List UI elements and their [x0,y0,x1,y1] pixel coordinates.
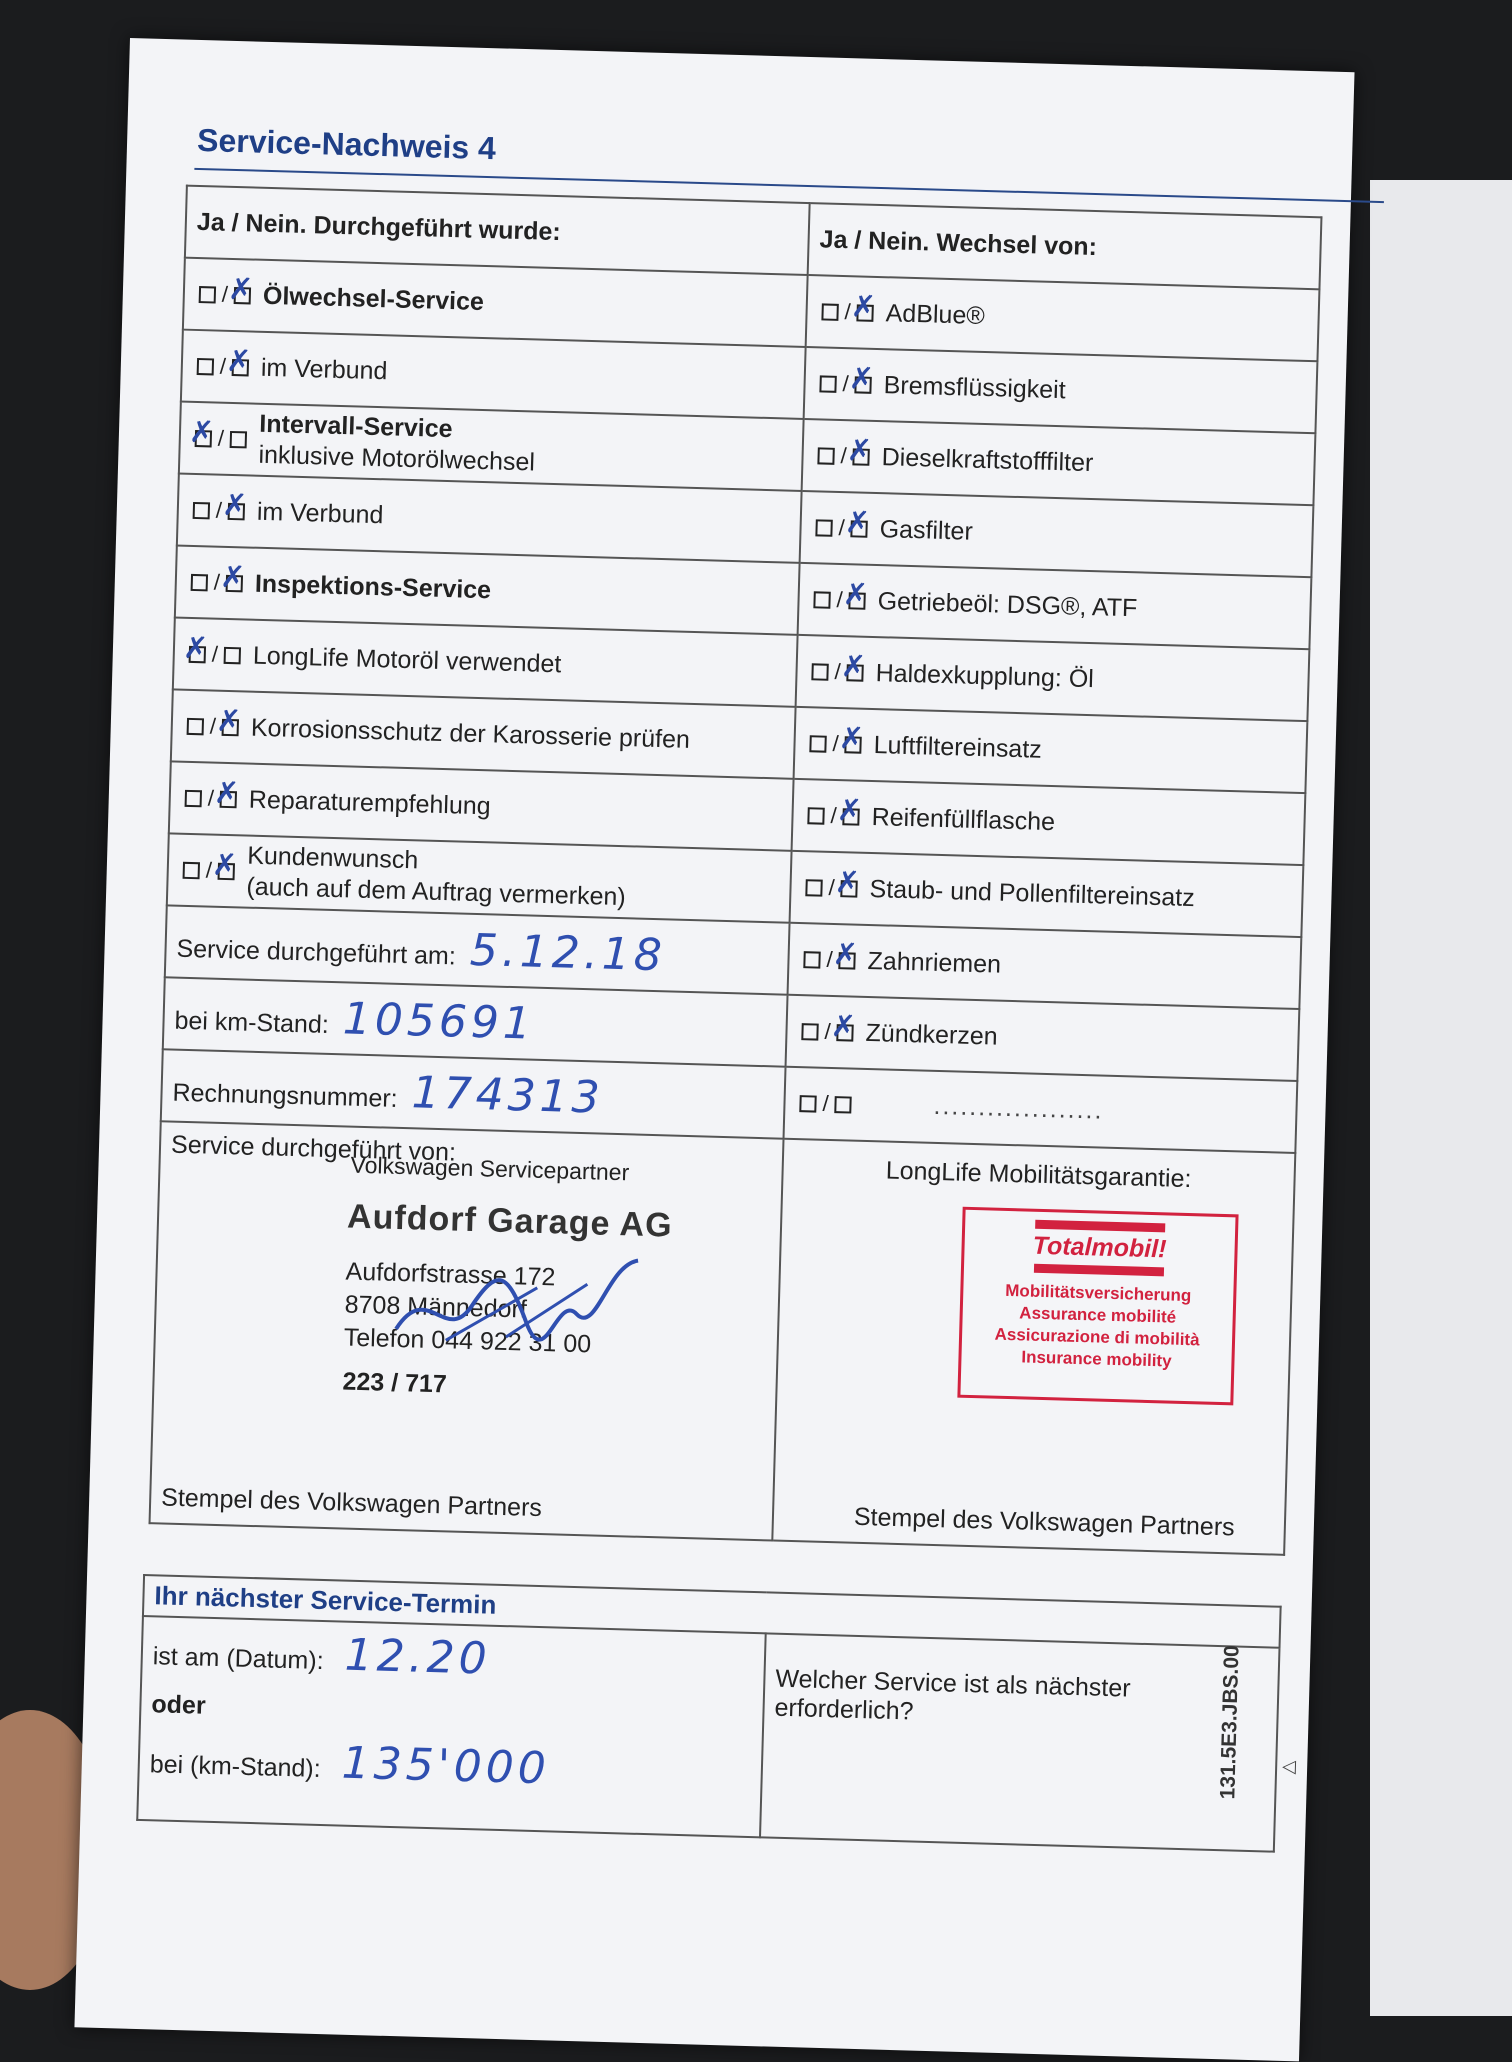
mobility-stamp-cell [772,1139,1295,1555]
stamp-line: Assicurazione di mobilità [994,1324,1200,1350]
slash-separator: / [844,299,852,325]
service-date-label: Service durchgeführt am: [176,934,457,970]
next-service-question: Welcher Service ist als nächster erforderlich? [774,1664,1131,1726]
nein-checkbox[interactable] [842,577,869,613]
ja-nein-checkbox-pair [799,936,860,974]
next-date-value: 12.20 [344,1629,492,1685]
slash-separator: / [211,641,219,667]
ja-checkbox[interactable] [811,663,828,680]
nein-checkbox[interactable] [834,1096,851,1113]
ja-checkbox[interactable] [807,807,824,824]
service-item-text [255,568,492,606]
nein-checkbox[interactable] [838,721,865,757]
ja-nein-checkbox-pair [809,577,870,614]
replacement-item-label: Zahnriemen [867,946,1002,979]
service-item-label: LongLife Motoröl verwendet [252,641,562,678]
stamp-partner-label-left: Stempel des Volkswagen Partners [160,1483,543,1523]
right-column-heading: Ja / Nein. Wechsel von: [808,203,1322,289]
slash-separator: / [219,353,227,379]
company-street: Aufdorfstrasse 172 [345,1257,556,1292]
company-name: Aufdorf Garage AG [346,1197,674,1245]
replacement-item-label: Reifenfüllflasche [871,802,1056,837]
check-mark-icon: ✗ [840,649,867,685]
servicepartner-label: Volkswagen Servicepartner [350,1151,630,1186]
replacement-item-label: Haldexkupplung: Öl [875,659,1095,694]
service-item-label: Ölwechsel-Service [262,281,485,316]
nein-checkbox[interactable] [221,487,248,523]
ja-nein-checkbox-pair [797,1008,858,1046]
ja-nein-checkbox-pair [813,433,874,470]
service-booklet-page [74,38,1354,2061]
service-table [149,185,1323,1556]
ja-nein-checkbox-pair [815,361,876,398]
ja-checkbox[interactable] [193,501,210,518]
next-date-label: ist am (Datum): [152,1642,325,1676]
ja-checkbox[interactable] [803,951,820,968]
next-km-label: bei (km-Stand): [149,1750,322,1783]
ja-nein-checkbox-pair [178,847,239,884]
service-item-text [246,841,627,914]
nein-checkbox[interactable] [213,775,240,811]
slash-separator: / [824,1019,831,1045]
ja-checkbox[interactable] [187,717,204,734]
service-item-label: im Verbund [256,497,384,529]
service-item-label: Inspektions-Service [254,569,492,604]
ja-nein-checkbox-pair [811,505,872,542]
stamp-brand: Totalmobil! [1032,1231,1167,1264]
service-rows [161,258,1320,1153]
ja-checkbox[interactable] [821,303,838,320]
dealer-stamp-cell [150,1121,784,1540]
service-item-text [252,640,561,680]
replacement-item-label [863,1091,864,1119]
ja-checkbox[interactable] [182,630,209,666]
slash-separator: / [209,713,217,739]
service-item-text [248,784,491,822]
nein-checkbox[interactable] [830,1008,857,1045]
service-item-label: Kundenwunsch [246,841,419,875]
company-city: 8708 Männedorf [344,1290,528,1324]
ja-nein-checkbox-pair [188,414,252,452]
check-mark-icon: ✗ [225,343,252,380]
ja-nein-checkbox-pair [180,775,241,812]
replacement-item-label: Zündkerzen [865,1018,999,1051]
check-mark-icon: ✗ [182,630,209,666]
left-column-heading: Ja / Nein. Durchgeführt wurde: [185,186,810,275]
slash-separator: / [836,587,844,613]
service-item-sublabel: inklusive Motorölwechsel [258,440,536,477]
replacement-item-label: Dieselkraftstofffilter [881,443,1094,477]
check-mark-icon: ✗ [834,864,861,901]
stamp-line: Mobilitätsversicherung [1005,1280,1192,1306]
ja-checkbox[interactable] [817,447,834,464]
stamp-line: Assurance mobilité [1019,1303,1177,1327]
ja-checkbox[interactable] [199,286,216,303]
replacement-item-label: Luftfiltereinsatz [873,730,1043,764]
check-mark-icon: ✗ [211,847,238,883]
service-item-label: Reparaturempfehlung [248,785,492,820]
nein-checkbox[interactable] [844,505,871,541]
nein-checkbox[interactable] [836,792,863,829]
longlife-guarantee-label: LongLife Mobilitätsgarantie: [885,1156,1192,1194]
slash-separator: / [826,947,834,973]
stamp-bar [1034,1264,1164,1277]
stamp-bar [1035,1220,1165,1233]
replacement-item-label: Gasfilter [879,515,974,546]
replacement-item-label: Getriebeöl: DSG®, ATF [877,587,1138,623]
check-mark-icon: ✗ [842,577,869,613]
ja-nein-checkbox-pair [182,630,245,668]
slash-separator: / [842,371,850,397]
nein-checkbox[interactable] [224,646,241,663]
ja-nein-checkbox-pair [805,721,866,758]
check-mark-icon: ✗ [227,271,254,308]
slash-separator: / [207,785,215,811]
service-item-text [263,280,485,317]
check-mark-icon: ✗ [838,721,865,757]
km-stand-value: 105691 [342,992,536,1050]
check-mark-icon: ✗ [830,1008,857,1045]
totalmobil-stamp [957,1207,1238,1406]
ja-checkbox[interactable] [191,573,208,590]
check-mark-icon: ✗ [848,361,875,397]
company-number: 223 / 717 [342,1367,448,1399]
service-item-text [250,712,690,755]
replacement-item-label: Bremsflüssigkeit [883,371,1067,405]
nein-checkbox[interactable] [848,361,875,397]
ja-checkbox[interactable] [809,735,826,752]
ja-checkbox[interactable] [815,519,832,536]
nein-checkbox[interactable] [215,703,242,739]
ja-checkbox[interactable] [813,591,830,608]
nein-checkbox[interactable] [219,559,246,595]
slash-separator: / [830,803,838,829]
nein-checkbox[interactable] [832,936,859,973]
company-phone: Telefon 044 922 31 00 [343,1323,592,1359]
service-item-text [261,352,388,387]
invoice-number-value: 174313 [411,1066,605,1124]
ja-checkbox[interactable] [185,789,202,806]
slash-separator: / [215,497,223,523]
ja-checkbox[interactable] [799,1095,816,1112]
slash-separator: / [832,731,840,757]
nein-checkbox[interactable] [225,343,252,380]
next-service-left [137,1616,765,1837]
check-mark-icon: ✗ [213,775,240,811]
ja-checkbox[interactable] [183,861,200,878]
slash-separator: / [217,425,225,451]
next-service-right [760,1633,1279,1851]
service-item-text [257,496,384,531]
km-stand-label: bei km-Stand: [174,1006,330,1039]
service-by-label: Service durchgeführt von: [170,1130,457,1167]
service-item-text [258,409,536,479]
ja-nein-checkbox-pair [193,343,254,380]
next-service-table [136,1574,1281,1853]
nein-checkbox[interactable] [211,847,238,883]
check-mark-icon: ✗ [836,792,863,829]
ja-nein-checkbox-pair [188,487,249,524]
check-mark-icon: ✗ [832,936,859,973]
nein-checkbox[interactable] [227,271,254,308]
check-mark-icon: ✗ [215,703,242,739]
ja-nein-checkbox-pair [817,289,878,326]
stamp-line: Insurance mobility [1021,1347,1172,1371]
slash-separator: / [838,515,846,541]
nein-checkbox[interactable] [840,649,867,685]
service-item-label: im Verbund [260,353,388,385]
slash-separator: / [221,281,229,307]
next-service-title: Ihr nächster Service-Termin [154,1580,497,1620]
check-mark-icon: ✗ [850,289,877,325]
ja-nein-checkbox-pair [195,271,256,309]
next-km-value: 135'000 [341,1737,551,1795]
ja-nein-checkbox-pair [803,792,864,830]
blank-entry-line: ................... [933,1091,1104,1125]
handwritten-signature [385,1249,648,1366]
ja-nein-checkbox-pair [182,703,243,740]
invoice-number-label: Rechnungsnummer: [172,1078,399,1113]
nein-checkbox[interactable] [834,864,861,901]
ja-nein-checkbox-pair [807,649,868,686]
check-mark-icon: ✗ [844,505,871,541]
nein-checkbox[interactable] [230,430,247,447]
ja-checkbox[interactable] [801,1023,818,1040]
or-label: oder [151,1690,207,1720]
ja-checkbox[interactable] [805,879,822,896]
ja-nein-checkbox-pair [186,559,247,596]
page-title: Service-Nachweis 4 [196,121,497,167]
nein-checkbox[interactable] [846,433,873,469]
check-mark-icon: ✗ [846,433,873,469]
ja-checkbox[interactable] [197,357,214,374]
document-code: 131.5E3.JBS.00 [1216,1644,1244,1800]
slash-separator: / [205,857,213,883]
check-mark-icon: ✗ [188,414,215,450]
stamp-partner-label-right: Stempel des Volkswagen Partners [853,1502,1236,1542]
service-item-label: Intervall-Service [259,409,453,444]
triangle-marker-icon: ◁ [1281,1755,1297,1777]
ja-checkbox[interactable] [819,375,836,392]
slash-separator: / [834,659,842,685]
slash-separator: / [213,569,221,595]
service-item-sublabel: (auch auf dem Auftrag vermerken) [246,872,627,912]
nein-checkbox[interactable] [850,289,877,325]
replacement-item-label: AdBlue® [885,299,986,330]
check-mark-icon: ✗ [221,487,248,523]
slash-separator: / [840,443,848,469]
check-mark-icon: ✗ [219,559,246,595]
ja-nein-checkbox-pair [801,864,862,902]
ja-nein-checkbox-pair [795,1088,856,1118]
service-item-label: Korrosionsschutz der Karosserie prüfen [250,713,691,754]
replacement-item-label: Staub- und Pollenfiltereinsatz [869,874,1196,912]
service-date-value: 5.12.18 [469,924,667,981]
slash-separator: / [828,875,836,901]
slash-separator: / [822,1091,829,1117]
ja-checkbox[interactable] [188,414,215,450]
